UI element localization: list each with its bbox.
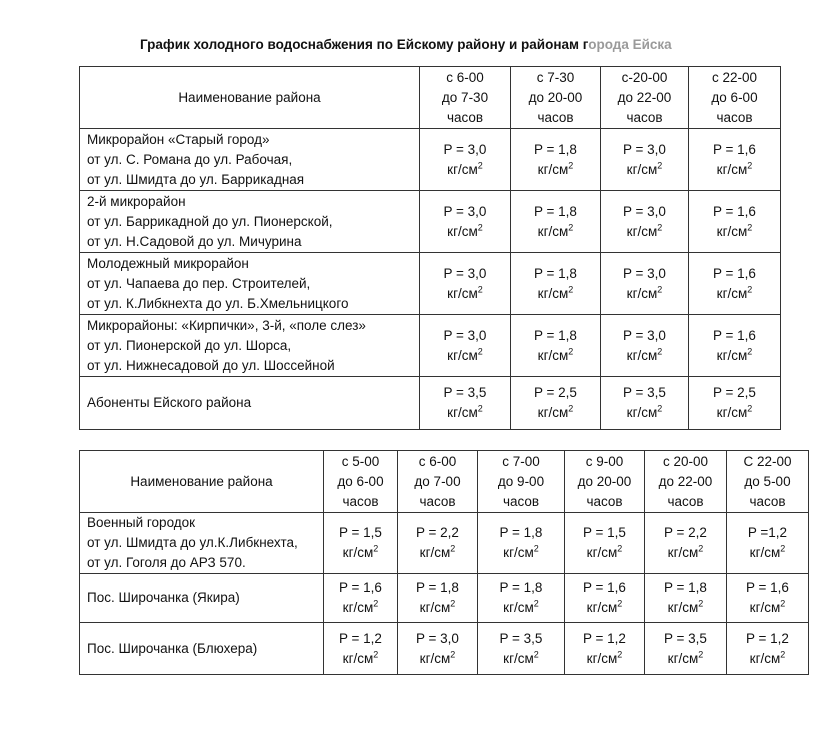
pressure-value: P = 1,6 [746,580,789,595]
pressure-value: P = 2,2 [664,525,707,540]
pressure-value: P = 1,6 [713,265,756,281]
pressure-cell [645,623,727,675]
pressure-unit [324,649,397,669]
header-time-cell [478,451,565,513]
unit-exponent: 2 [533,649,539,659]
unit-exponent: 2 [747,160,753,170]
header-time-line: до 7-30 [441,89,489,105]
header-time-line: до 22-00 [658,473,713,489]
pressure-unit [645,543,726,563]
unit-exponent: 2 [657,284,663,294]
header-time-line: с 20-00 [662,453,709,469]
header-time-line: с 5-00 [341,453,380,469]
unit-exponent: 2 [747,346,753,356]
unit-base: кг/см [447,405,478,420]
pressure-cell [565,574,645,623]
unit-base: кг/см [537,161,569,177]
pressure-cell [689,253,781,315]
pressure-value: P = 1,8 [534,265,577,281]
pressure-unit [645,598,726,618]
unit-base: кг/см [667,600,699,615]
pressure-value: P = 1,5 [583,525,626,540]
pressure-cell [420,253,511,315]
unit-base: кг/см [716,223,748,239]
unit-exponent: 2 [373,649,379,659]
unit-base: кг/см [586,650,618,666]
pressure-cell [398,513,478,574]
pressure-unit [478,598,564,618]
unit-exponent: 2 [747,222,753,232]
pressure-unit [645,649,726,669]
unit-base: кг/см [537,223,569,239]
pressure-value: P = 3,5 [499,630,543,646]
unit-base: кг/см [503,650,534,666]
unit-base: кг/см [626,161,658,177]
pressure-value: P = 3,0 [443,327,487,343]
unit-base: кг/см [419,545,451,560]
pressure-cell [511,377,601,430]
header-time-cell [727,451,809,513]
pressure-value: P = 1,8 [499,525,543,540]
header-time-line: часов [749,493,786,509]
pressure-unit [727,598,808,618]
pressure-cell [420,129,511,191]
page-title [140,37,672,52]
pressure-unit [420,160,510,180]
pressure-cell [565,623,645,675]
pressure-cell [727,513,809,574]
pressure-unit [565,543,644,563]
unit-base: кг/см [716,161,748,177]
pressure-cell [645,574,727,623]
pressure-value: P = 3,0 [443,141,487,157]
unit-exponent: 2 [568,403,574,414]
pressure-unit [689,160,780,180]
district-name-cell [80,574,324,623]
header-time-line: часов [419,493,456,509]
header-time-line: с 7-30 [536,69,575,85]
unit-exponent: 2 [533,543,539,554]
unit-base: кг/см [716,347,748,363]
pressure-value: P = 1,8 [534,203,577,219]
unit-exponent: 2 [617,649,623,659]
pressure-value: P = 3,0 [443,265,487,281]
pressure-cell [511,253,601,315]
district-name-line: Микрорайон «Старый город» [87,131,270,147]
district-name-line: от ул. Чапаева до пер. Строителей, [87,275,311,291]
pressure-value: P = 2,5 [713,385,756,400]
pressure-unit [601,160,688,180]
pressure-unit [420,346,510,366]
header-time-line: до 6-00 [337,473,384,489]
pressure-unit [689,403,780,423]
unit-base: кг/см [447,285,478,301]
unit-base: кг/см [626,223,658,239]
table-row [80,253,781,315]
pressure-cell [689,129,781,191]
unit-base: кг/см [447,347,478,363]
pressure-value: P = 1,8 [534,141,577,157]
unit-exponent: 2 [450,598,456,609]
pressure-unit [420,222,510,242]
header-time-line: часов [586,493,623,509]
pressure-unit [565,649,644,669]
pressure-cell [689,315,781,377]
pressure-value: P = 3,5 [443,385,487,400]
pressure-cell [324,574,398,623]
header-time-line: часов [502,493,540,509]
pressure-value: P = 1,2 [583,630,626,646]
pressure-unit [324,543,397,563]
pressure-cell [565,513,645,574]
pressure-value: P = 3,0 [416,630,459,646]
header-time-cell [420,67,511,129]
unit-exponent: 2 [477,222,483,232]
pressure-cell [601,377,689,430]
pressure-cell [511,315,601,377]
header-time-line: до 5-00 [744,473,791,489]
unit-exponent: 2 [698,598,704,609]
unit-exponent: 2 [657,346,663,356]
pressure-cell [478,574,565,623]
district-name-line: Пос. Широчанка (Якира) [87,590,240,605]
pressure-value: P = 3,0 [623,141,666,157]
district-name-line: 2-й микрорайон [87,193,186,209]
pressure-cell [601,129,689,191]
unit-base: кг/см [667,650,699,666]
unit-base: кг/см [419,600,451,615]
unit-exponent: 2 [698,543,704,554]
district-name-cell [80,129,420,191]
pressure-unit [689,222,780,242]
pressure-unit [727,543,808,563]
header-time-line: часов [537,109,574,125]
pressure-cell [601,191,689,253]
header-name-cell: Наименование района [80,67,420,129]
district-name-cell [80,623,324,675]
pressure-unit [478,649,564,669]
unit-base: кг/см [419,650,451,666]
title-main: График холодного водоснабжения по Ейскому району и районам г [140,37,589,52]
unit-exponent: 2 [657,222,663,232]
header-time-cell [398,451,478,513]
pressure-cell [511,191,601,253]
pressure-value: P = 1,8 [534,327,577,343]
district-name-line: от ул. Нижнесадовой до ул. Шоссейной [87,357,335,373]
pressure-cell [398,623,478,675]
pressure-value: P = 2,2 [416,525,459,540]
header-time-line: часов [342,493,379,509]
header-time-line: с 7-00 [502,453,540,469]
unit-exponent: 2 [657,160,663,170]
pressure-unit [565,598,644,618]
unit-exponent: 2 [477,403,483,414]
pressure-value: P = 3,0 [623,203,666,219]
header-time-line: часов [716,109,753,125]
pressure-cell [478,513,565,574]
district-name-line: от ул. С. Романа до ул. Рабочая, [87,151,293,167]
pressure-value: P =1,2 [747,525,788,540]
header-time-line: до 9-00 [497,473,545,489]
pressure-unit [478,543,564,563]
table-row [80,513,809,574]
unit-exponent: 2 [780,649,786,659]
pressure-cell [511,129,601,191]
pressure-cell [727,574,809,623]
unit-base: кг/см [586,545,618,560]
unit-exponent: 2 [747,284,753,294]
header-time-line: до 20-00 [577,473,632,489]
unit-base: кг/см [626,285,658,301]
pressure-value: P = 1,6 [713,141,756,157]
unit-base: кг/см [342,600,374,615]
pressure-unit [601,284,688,304]
unit-base: кг/см [667,545,699,560]
district-name-line: Абоненты Ейского района [87,395,252,410]
table-row [80,315,781,377]
header-name-cell: Наименование района [80,451,324,513]
pressure-value: P = 3,5 [623,385,666,400]
pressure-value: P = 1,8 [499,580,543,595]
header-time-line: до 7-00 [414,473,461,489]
district-name-line: от ул. Гоголя до АРЗ 570. [87,555,246,570]
header-time-line: с 6-00 [446,69,484,85]
pressure-unit [601,222,688,242]
header-time-line: часов [667,493,704,509]
header-time-line: С 22-00 [743,453,792,469]
district-name-cell [80,513,324,574]
district-name-line: от ул. К.Либкнехта до ул. Б.Хмельницкого [87,295,349,311]
unit-base: кг/см [503,600,534,615]
header-time-cell [645,451,727,513]
pressure-cell [324,513,398,574]
table-row [80,623,809,675]
pressure-unit [511,160,600,180]
unit-exponent: 2 [617,598,623,609]
unit-exponent: 2 [533,598,539,609]
header-time-line: до 6-00 [711,89,758,105]
pressure-cell [689,191,781,253]
unit-base: кг/см [447,223,478,239]
district-name-cell [80,377,420,430]
unit-base: кг/см [749,600,781,615]
unit-exponent: 2 [373,598,379,609]
unit-exponent: 2 [780,543,786,554]
pressure-cell [645,513,727,574]
unit-base: кг/см [626,405,658,420]
header-row [80,67,781,129]
pressure-value: P = 1,5 [339,525,382,540]
pressure-value: P = 1,6 [713,203,756,219]
pressure-unit [727,649,808,669]
header-time-cell [511,67,601,129]
pressure-unit [511,403,600,423]
header-time-cell [324,451,398,513]
unit-exponent: 2 [477,346,483,356]
pressure-value: P = 3,5 [664,630,707,646]
unit-base: кг/см [716,285,748,301]
schedule-table-city [79,66,781,430]
header-time-line: с-20-00 [621,69,668,85]
pressure-cell [601,315,689,377]
unit-base: кг/см [716,405,748,420]
pressure-cell [324,623,398,675]
unit-base: кг/см [503,545,534,560]
unit-base: кг/см [537,347,569,363]
table-row [80,129,781,191]
table-row [80,377,781,430]
pressure-cell [727,623,809,675]
district-name-line: от ул. Шмидта до ул. Баррикадная [87,171,305,187]
pressure-cell [420,315,511,377]
pressure-unit [601,403,688,423]
district-name-line: от ул. Баррикадной до ул. Пионерской, [87,213,333,229]
pressure-value: P = 1,8 [664,580,707,595]
pressure-unit [601,346,688,366]
pressure-value: P = 1,6 [583,580,626,595]
district-name-line: Микрорайоны: «Кирпички», 3-й, «поле слез» [87,317,366,333]
pressure-unit [398,649,477,669]
pressure-unit [511,284,600,304]
unit-exponent: 2 [568,284,574,294]
district-name-cell [80,191,420,253]
unit-base: кг/см [626,347,658,363]
unit-base: кг/см [342,650,374,666]
pressure-value: P = 1,2 [339,630,382,646]
table-row [80,191,781,253]
unit-base: кг/см [749,650,781,666]
title-tail: орода Ейска [588,37,672,52]
unit-exponent: 2 [450,649,456,659]
pressure-unit [420,284,510,304]
header-time-cell [689,67,781,129]
unit-exponent: 2 [568,160,574,170]
pressure-value: P = 3,0 [443,203,487,219]
unit-exponent: 2 [477,284,483,294]
pressure-value: P = 3,0 [623,327,666,343]
unit-exponent: 2 [568,346,574,356]
unit-base: кг/см [537,285,569,301]
pressure-unit [689,284,780,304]
pressure-value: P = 1,2 [746,630,789,646]
unit-base: кг/см [537,405,569,420]
pressure-cell [601,253,689,315]
pressure-unit [689,346,780,366]
district-name-line: Военный городок [87,515,196,530]
district-name-line: Пос. Широчанка (Блюхера) [87,640,258,656]
unit-exponent: 2 [477,160,483,170]
unit-exponent: 2 [747,403,753,414]
district-name-line: от ул. Пионерской до ул. Шорса, [87,337,292,353]
unit-exponent: 2 [373,543,379,554]
pressure-cell [689,377,781,430]
header-time-line: до 22-00 [617,89,672,105]
pressure-unit [511,346,600,366]
pressure-unit [398,598,477,618]
district-name-line: Молодежный микрорайон [87,255,249,271]
schedule-table-district [79,450,809,675]
pressure-value: P = 1,6 [339,580,382,595]
header-time-line: до 20-00 [528,89,583,105]
unit-exponent: 2 [450,543,456,554]
unit-exponent: 2 [657,403,663,414]
header-time-line: с 6-00 [418,453,457,469]
unit-base: кг/см [447,161,478,177]
pressure-unit [324,598,397,618]
pressure-cell [398,574,478,623]
pressure-cell [420,377,511,430]
unit-base: кг/см [586,600,618,615]
district-name-cell [80,315,420,377]
district-name-line: от ул. Шмидта до ул.К.Либкнехта, [87,535,298,550]
header-time-line: с 9-00 [585,453,624,469]
unit-exponent: 2 [617,543,623,554]
pressure-cell [420,191,511,253]
unit-base: кг/см [749,545,781,560]
pressure-value: P = 1,6 [713,327,756,343]
pressure-cell [478,623,565,675]
header-time-line: с 22-00 [711,69,758,85]
header-row [80,451,809,513]
district-name-cell [80,253,420,315]
pressure-unit [511,222,600,242]
pressure-unit [420,403,510,423]
unit-exponent: 2 [568,222,574,232]
pressure-unit [398,543,477,563]
header-time-cell [601,67,689,129]
header-time-line: часов [446,109,484,125]
unit-exponent: 2 [698,649,704,659]
pressure-value: P = 3,0 [623,265,666,281]
unit-exponent: 2 [780,598,786,609]
pressure-value: P = 1,8 [416,580,459,595]
pressure-value: P = 2,5 [534,385,577,400]
table-row [80,574,809,623]
header-time-cell [565,451,645,513]
header-time-line: часов [626,109,663,125]
district-name-line: от ул. Н.Садовой до ул. Мичурина [87,233,302,249]
unit-base: кг/см [342,545,374,560]
